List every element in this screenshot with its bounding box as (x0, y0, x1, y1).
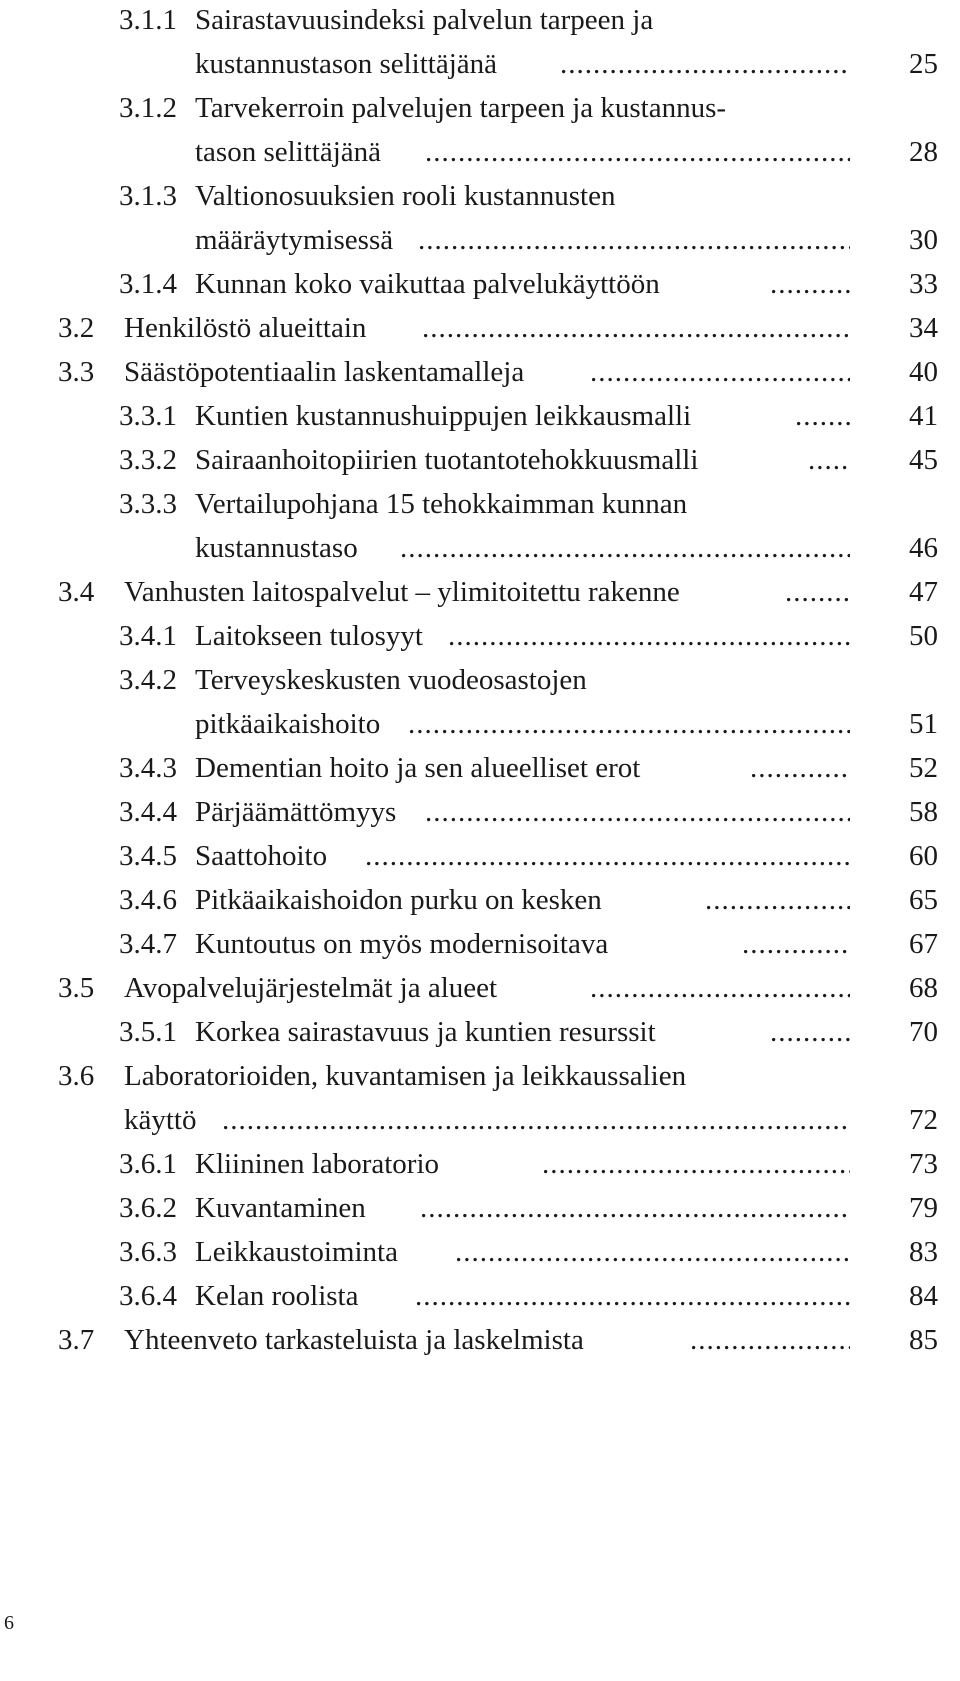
toc-entry-number: 3.5 (58, 972, 95, 1004)
toc-page-number: 25 (909, 48, 938, 80)
toc-entry-number: 3.6.3 (119, 1236, 177, 1268)
toc-entry-3-7 (0, 1312, 960, 1368)
toc-entry-title: Laitokseen tulosyyt (195, 620, 423, 652)
toc-page-number: 68 (909, 972, 938, 1004)
toc-entry-title: Henkilöstö alueittain (124, 312, 367, 344)
toc-page-number: 47 (909, 576, 938, 608)
toc-entry-title: Leikkaustoiminta (195, 1236, 398, 1268)
toc-entry-number: 3.3 (58, 356, 95, 388)
toc-entry-title: Vanhusten laitospalvelut – ylimitoitettu rakenne (124, 576, 680, 608)
toc-entry-title-cont: tason selittäjänä (195, 136, 382, 168)
toc-page-number: 50 (909, 620, 938, 652)
toc-page-number: 28 (909, 136, 938, 168)
toc-entry-title: Kuvantaminen (195, 1192, 366, 1224)
toc-entry-title: Pärjäämättömyys (195, 796, 397, 828)
toc-entry-number: 3.6.4 (119, 1280, 177, 1312)
toc-entry-title: Säästöpotentiaalin laskentamalleja (124, 356, 525, 388)
toc-entry-number: 3.4.7 (119, 928, 177, 960)
toc-entry-title: Kuntien kustannushuippujen leikkausmalli (195, 400, 692, 432)
toc-entry-number: 3.4.1 (119, 620, 177, 652)
toc-entry-number: 3.1.3 (119, 180, 177, 212)
toc-entry-number: 3.6.2 (119, 1192, 177, 1224)
toc-entry-title-cont: käyttö (124, 1104, 197, 1136)
toc-entry-title: Avopalvelujärjestelmät ja alueet (124, 972, 498, 1004)
toc-entry-number: 3.6.1 (119, 1148, 177, 1180)
toc-entry-number: 3.1.1 (119, 4, 177, 36)
toc-page-number: 33 (909, 268, 938, 300)
toc-page-number: 45 (909, 444, 938, 476)
toc-entry-number: 3.4.4 (119, 796, 177, 828)
toc-entry-title: Yhteenveto tarkasteluista ja laskelmista (124, 1324, 584, 1356)
toc-page-number: 72 (909, 1104, 938, 1136)
toc-page-number: 40 (909, 356, 938, 388)
toc-page-number: 67 (909, 928, 938, 960)
toc-page-number: 83 (909, 1236, 938, 1268)
toc-entry-title-cont: määräytymisessä (195, 224, 394, 256)
toc-entry-title: Kuntoutus on myös modernisoitava (195, 928, 609, 960)
toc-entry-title: Kelan roolista (195, 1280, 359, 1312)
toc-entry-number: 3.3.3 (119, 488, 177, 520)
toc-entry-title: Kliininen laboratorio (195, 1148, 440, 1180)
page-folio: 6 (4, 1612, 14, 1634)
toc-entry-title: Kunnan koko vaikuttaa palvelukäyttöön (195, 268, 660, 300)
toc-entry-title: Laboratorioiden, kuvantamisen ja leikkaussalien (124, 1060, 687, 1092)
toc-entry-number: 3.1.4 (119, 268, 177, 300)
toc-entry-title: Dementian hoito ja sen alueelliset erot (195, 752, 641, 784)
toc-entry-number: 3.4.3 (119, 752, 177, 784)
toc-entry-number: 3.3.1 (119, 400, 177, 432)
toc-entry-title: Korkea sairastavuus ja kuntien resurssit (195, 1016, 656, 1048)
toc-page-number: 60 (909, 840, 938, 872)
toc-entry-title: Valtionosuuksien rooli kustannusten (195, 180, 616, 212)
toc-entry-title: Terveyskeskusten vuodeosastojen (195, 664, 587, 696)
toc-entry-title-cont: kustannustason selittäjänä (195, 48, 498, 80)
toc-page-number: 70 (909, 1016, 938, 1048)
toc-page-number: 84 (909, 1280, 938, 1312)
toc-page-number: 46 (909, 532, 938, 564)
toc-entry-title-cont: kustannustaso (195, 532, 358, 564)
dot-leader (690, 1312, 850, 1368)
toc-entry-title: Pitkäaikaishoidon purku on kesken (195, 884, 602, 916)
toc-page-number: 65 (909, 884, 938, 916)
toc-page-number: 79 (909, 1192, 938, 1224)
toc-page-number: 41 (909, 400, 938, 432)
toc-entry-number: 3.5.1 (119, 1016, 177, 1048)
toc-entry-number: 3.7 (58, 1324, 95, 1356)
toc-entry-number: 3.4 (58, 576, 95, 608)
toc-page-number: 85 (909, 1324, 938, 1356)
toc-page-number: 52 (909, 752, 938, 784)
toc-page-number: 58 (909, 796, 938, 828)
toc-entry-number: 3.4.2 (119, 664, 177, 696)
toc-entry-title: Saattohoito (195, 840, 328, 872)
toc-entry-title: Tarvekerroin palvelujen tarpeen ja kustannus- (195, 92, 727, 124)
toc-entry-number: 3.4.5 (119, 840, 177, 872)
toc-entry-number: 3.2 (58, 312, 95, 344)
toc-entry-title-cont: pitkäaikaishoito (195, 708, 381, 740)
toc-entry-number: 3.1.2 (119, 92, 177, 124)
toc-page-number: 30 (909, 224, 938, 256)
toc-page-number: 34 (909, 312, 938, 344)
toc-page-number: 51 (909, 708, 938, 740)
toc-entry-title: Sairastavuusindeksi palvelun tarpeen ja (195, 4, 654, 36)
toc-entry-number: 3.6 (58, 1060, 95, 1092)
toc-page-number: 73 (909, 1148, 938, 1180)
toc-entry-title: Sairaanhoitopiirien tuotantotehokkuusmalli (195, 444, 699, 476)
toc-entry-number: 3.4.6 (119, 884, 177, 916)
toc-entry-title: Vertailupohjana 15 tehokkaimman kunnan (195, 488, 688, 520)
toc-entry-number: 3.3.2 (119, 444, 177, 476)
